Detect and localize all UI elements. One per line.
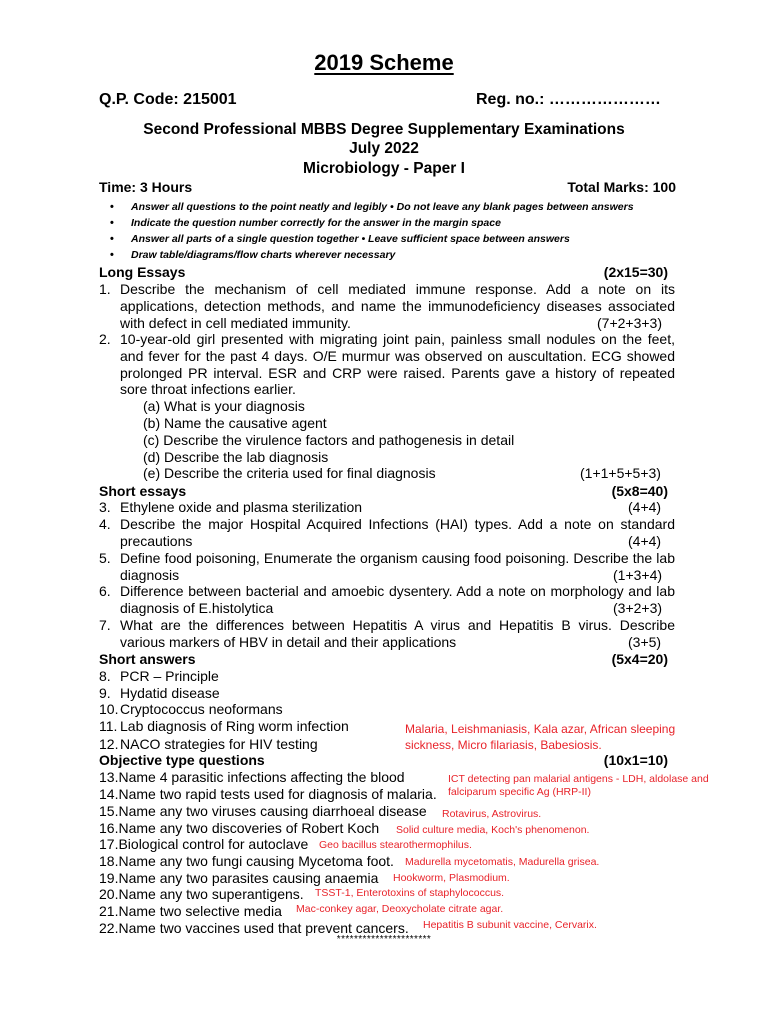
answer-20: TSST-1, Enterotoxins of staphylococcus. [315,887,505,899]
paper-title: Microbiology - Paper I [303,160,465,177]
question-number: 7. [99,617,111,633]
question-6-marks: (3+2+3) [613,600,663,616]
answer-14: ICT detecting pan malarial antigens - LDH, aldolase and falciparum specific Ag (HRP-II) [448,773,709,798]
section-long-essays-marks: (2x15=30) [603,264,668,280]
exam-date: July 2022 [349,140,419,157]
instructions-list [110,199,710,263]
question-15: 15.Name any two viruses causing diarrhoeal disease [99,803,427,819]
question-text: Lab diagnosis of Ring worm infection [120,718,349,734]
question-12 [99,736,318,753]
question-number: 1. [99,281,111,297]
question-text: What are the differences between Hepatitis A virus and Hepatitis B virus. Describe various markers of HBV in detail and their applications [120,617,675,650]
section-short-essays-marks: (5x8=40) [611,483,668,499]
question-16: 16.Name any two discoveries of Robert Koch [99,820,380,836]
question-number: 2. [99,331,111,347]
instruction-item: • Indicate the question number correctly for the answer in the margin space [110,215,710,231]
question-17: 17.Biological control for autoclave [99,836,309,852]
question-2-part-d: (d) Describe the lab diagnosis [143,449,329,465]
time-allowed: Time: 3 Hours [99,179,193,195]
answer-21: Mac-conkey agar, Deoxycholate citrate agar. [296,903,504,915]
answer-13: Malaria, Leishmaniasis, Kala azar, African sleeping sickness, Micro filariasis, Babesiosis. [405,722,676,752]
question-number: 6. [99,583,111,599]
question-text: 10-year-old girl presented with migrating joint pain, painless small nodules on the feet, and fever for the past 4 days. O/E murmur was observed on auscultation. ECG showed prolonged PR interval. ESR and CRP were raised. Parents gave a history of repeated sore throat infections earlier. [120,331,675,398]
question-text: Cryptococcus neoformans [120,701,283,717]
answer-18: Madurella mycetomatis, Madurella grisea. [405,856,600,868]
section-short-answers-marks: (5x4=20) [611,651,668,667]
question-20: 20.Name any two superantigens. [99,886,304,902]
question-18: 18.Name any two fungi causing Mycetoma foot. [99,853,394,869]
question-13: 13.Name 4 parasitic infections affecting the blood [99,769,405,785]
question-7-marks: (3+5) [628,634,662,650]
question-text: Hydatid disease [120,685,220,701]
question-3-marks: (4+4) [628,499,662,515]
question-number: 3. [99,499,111,515]
question-14: 14.Name two rapid tests used for diagnosis of malaria. [99,786,437,802]
question-2-part-b: (b) Name the causative agent [143,415,327,431]
answer-16: Solid culture media, Koch's phenomenon. [396,824,590,836]
total-marks: Total Marks: 100 [567,179,676,195]
question-8 [99,668,219,685]
question-2-marks: (1+1+5+5+3) [580,465,661,481]
question-3 [99,499,675,516]
question-11 [99,718,349,735]
answer-19: Hookworm, Plasmodium. [393,872,510,884]
question-1-marks: (7+2+3+3) [597,315,662,331]
question-number: 10. [99,701,119,717]
question-5 [99,550,675,584]
question-2-part-e: (e) Describe the criteria used for final diagnosis [143,465,436,481]
answer-17: Geo bacillus stearothermophilus. [319,839,472,851]
question-number: 4. [99,516,111,532]
instruction-item: • Draw table/diagrams/flow charts wherever necessary [110,247,710,263]
question-text: PCR – Principle [120,668,219,684]
question-text: Describe the mechanism of cell mediated immune response. Add a note on its applications, detection methods, and name the immunodeficiency diseases associated with defect in cell mediated immunity. [120,281,675,331]
question-5-marks: (1+3+4) [613,567,663,583]
scheme-title: 2019 Scheme [314,50,454,75]
qp-code: Q.P. Code: 215001 [99,91,237,108]
question-text: Define food poisoning, Enumerate the organism causing food poisoning. Describe the lab diagnosis [120,550,675,583]
question-6 [99,583,675,617]
question-9 [99,685,220,702]
question-number: 5. [99,550,111,566]
instruction-item: • Answer all questions to the point neatly and legibly • Do not leave any blank pages between answers [110,199,710,215]
question-10 [99,701,283,718]
question-7 [99,617,675,651]
question-2 [99,331,675,398]
question-2-part-a: (a) What is your diagnosis [143,398,305,414]
instruction-item: • Answer all parts of a single question together • Leave sufficient space between answers [110,231,710,247]
question-number: 8. [99,668,111,684]
question-2-part-c: (c) Describe the virulence factors and pathogenesis in detail [143,432,515,448]
question-19: 19.Name any two parasites causing anaemia [99,870,379,886]
question-text: NACO strategies for HIV testing [120,736,318,752]
question-number: 9. [99,685,111,701]
question-4 [99,516,675,550]
question-number: 12. [99,736,119,752]
reg-no: Reg. no.: ………………… [476,91,661,108]
end-divider: ********************** [336,934,432,945]
section-long-essays-title: Long Essays [99,264,186,280]
question-4-marks: (4+4) [628,533,662,549]
section-short-answers-title: Short answers [99,651,196,667]
section-objective-marks: (10x1=10) [603,752,668,768]
question-text: Difference between bacterial and amoebic dysentery. Add a note on morphology and lab diagnosis of E.histolytica [120,583,675,616]
question-22: 22.Name two vaccines used that prevent cancers. [99,920,409,936]
section-short-essays-title: Short essays [99,483,187,499]
question-text: Describe the major Hospital Acquired Infections (HAI) types. Add a note on standard precautions [120,516,675,549]
question-text: Ethylene oxide and plasma sterilization [120,499,363,515]
answer-22: Hepatitis B subunit vaccine, Cervarix. [423,919,597,931]
answer-15: Rotavirus, Astrovirus. [442,808,542,820]
section-objective-title: Objective type questions [99,752,265,768]
question-21: 21.Name two selective media [99,903,282,919]
question-1 [99,281,675,331]
exam-title: Second Professional MBBS Degree Supplementary Examinations [143,121,625,138]
question-number: 11. [99,718,118,734]
